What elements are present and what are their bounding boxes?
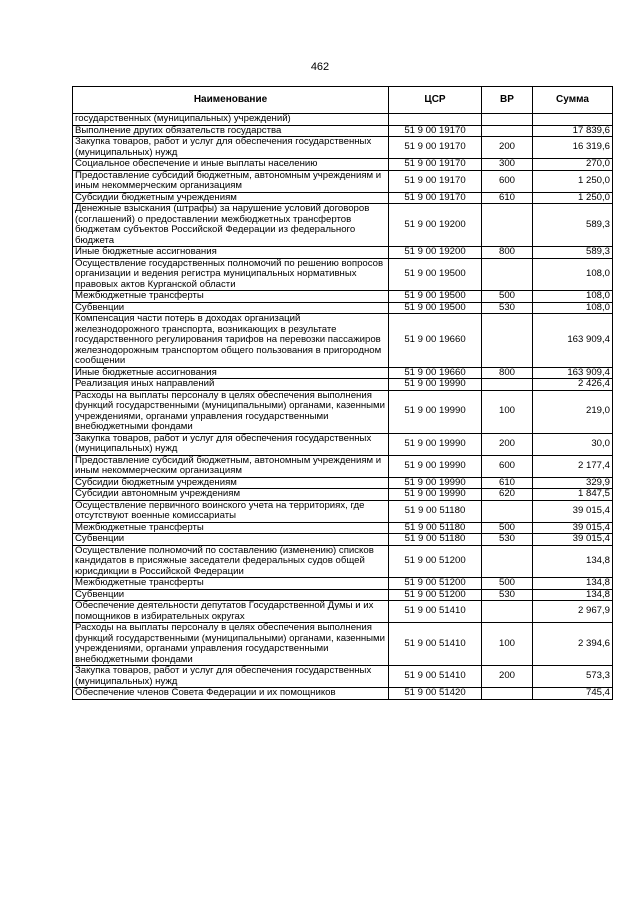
cell-name: Осуществление полномочий по составлению (изменению) списков кандидатов в присяжные заседатели федеральных судов общей юрисдикции в Российской Федерации — [73, 545, 389, 578]
cell-vr: 100 — [482, 390, 533, 433]
column-header-name: Наименование — [73, 87, 389, 114]
cell-sum: 39 015,4 — [533, 522, 613, 534]
cell-name: Денежные взыскания (штрафы) за нарушение условий договоров (соглашений) о предоставлении межбюджетных трансфертов бюджетам субъектов Российской Федерации из федерального бюджета — [73, 204, 389, 247]
cell-csr: 51 9 00 51410 — [389, 623, 482, 666]
table-row — [73, 291, 613, 303]
cell-name: Субвенции — [73, 302, 389, 314]
cell-name: Обеспечение деятельности депутатов Государственной Думы и их помощников в избирательных округах — [73, 601, 389, 623]
cell-vr: 800 — [482, 367, 533, 379]
column-header-csr: ЦСР — [389, 87, 482, 114]
cell-vr: 300 — [482, 159, 533, 171]
cell-sum: 1 250,0 — [533, 192, 613, 204]
cell-vr: 200 — [482, 666, 533, 688]
cell-csr: 51 9 00 19990 — [389, 477, 482, 489]
cell-csr: 51 9 00 51410 — [389, 666, 482, 688]
table-row — [73, 666, 613, 688]
cell-csr: 51 9 00 19170 — [389, 125, 482, 137]
cell-name: Обеспечение членов Совета Федерации и их помощников — [73, 688, 389, 700]
cell-name: Субсидии автономным учреждениям — [73, 489, 389, 501]
cell-vr: 200 — [482, 433, 533, 455]
table-row — [73, 247, 613, 259]
cell-vr: 500 — [482, 291, 533, 303]
page-number: 462 — [310, 61, 330, 73]
cell-name: Субвенции — [73, 589, 389, 601]
cell-csr: 51 9 00 19990 — [389, 489, 482, 501]
cell-sum: 1 847,5 — [533, 489, 613, 501]
cell-csr: 51 9 00 19170 — [389, 137, 482, 159]
table-row — [73, 204, 613, 247]
cell-name: Осуществление первичного воинского учета на территориях, где отсутствуют военные комиссариаты — [73, 500, 389, 522]
cell-csr: 51 9 00 19990 — [389, 379, 482, 391]
cell-sum: 30,0 — [533, 433, 613, 455]
cell-csr: 51 9 00 19990 — [389, 390, 482, 433]
table-row — [73, 159, 613, 171]
table-row — [73, 589, 613, 601]
cell-csr: 51 9 00 19200 — [389, 204, 482, 247]
table-row — [73, 433, 613, 455]
cell-name: Закупка товаров, работ и услуг для обеспечения государственных (муниципальных) нужд — [73, 433, 389, 455]
cell-csr: 51 9 00 19660 — [389, 314, 482, 368]
table-row — [73, 367, 613, 379]
cell-vr: 620 — [482, 489, 533, 501]
cell-name: Компенсация части потерь в доходах организаций железнодорожного транспорта, возникающих в результате государственного регулирования тарифов на перевозки пассажиров железнодорожным транспортом общего пользования в пригородном сообщении — [73, 314, 389, 368]
cell-csr: 51 9 00 19990 — [389, 433, 482, 455]
cell-csr: 51 9 00 19200 — [389, 247, 482, 259]
table-row — [73, 379, 613, 391]
cell-name: Межбюджетные трансферты — [73, 578, 389, 590]
table-row — [73, 125, 613, 137]
cell-csr: 51 9 00 19170 — [389, 170, 482, 192]
table-row — [73, 500, 613, 522]
cell-vr: 500 — [482, 578, 533, 590]
cell-vr — [482, 258, 533, 291]
cell-sum: 16 319,6 — [533, 137, 613, 159]
cell-vr: 610 — [482, 192, 533, 204]
cell-vr: 500 — [482, 522, 533, 534]
cell-sum: 134,8 — [533, 589, 613, 601]
cell-name: Закупка товаров, работ и услуг для обеспечения государственных (муниципальных) нужд — [73, 666, 389, 688]
cell-vr: 600 — [482, 455, 533, 477]
cell-csr: 51 9 00 19990 — [389, 455, 482, 477]
column-header-sum: Сумма — [533, 87, 613, 114]
cell-csr: 51 9 00 19170 — [389, 159, 482, 171]
cell-sum: 2 394,6 — [533, 623, 613, 666]
cell-vr — [482, 688, 533, 700]
cell-vr: 530 — [482, 589, 533, 601]
cell-sum: 1 250,0 — [533, 170, 613, 192]
cell-sum: 108,0 — [533, 291, 613, 303]
cell-name: Расходы на выплаты персоналу в целях обеспечения выполнения функций государственными (муниципальными) органами, казенными учреждениями, органами управления государственными внебюджетными фондами — [73, 623, 389, 666]
cell-vr: 100 — [482, 623, 533, 666]
cell-sum: 2 177,4 — [533, 455, 613, 477]
table-row — [73, 390, 613, 433]
cell-sum: 219,0 — [533, 390, 613, 433]
cell-sum: 108,0 — [533, 258, 613, 291]
cell-sum — [533, 114, 613, 126]
cell-sum: 134,8 — [533, 545, 613, 578]
cell-sum: 163 909,4 — [533, 367, 613, 379]
cell-name: Осуществление государственных полномочий по решению вопросов организации и ведения регистра муниципальных нормативных правовых актов Курганской области — [73, 258, 389, 291]
cell-vr: 530 — [482, 534, 533, 546]
cell-vr: 600 — [482, 170, 533, 192]
cell-name: Расходы на выплаты персоналу в целях обеспечения выполнения функций государственными (муниципальными) органами, казенными учреждениями, органами управления государственными внебюджетными фондами — [73, 390, 389, 433]
cell-csr: 51 9 00 19660 — [389, 367, 482, 379]
cell-sum: 589,3 — [533, 247, 613, 259]
cell-vr — [482, 379, 533, 391]
cell-csr: 51 9 00 51200 — [389, 578, 482, 590]
cell-vr: 200 — [482, 137, 533, 159]
table-row — [73, 623, 613, 666]
cell-sum: 329,9 — [533, 477, 613, 489]
cell-sum: 163 909,4 — [533, 314, 613, 368]
cell-csr: 51 9 00 51200 — [389, 545, 482, 578]
cell-csr: 51 9 00 51180 — [389, 500, 482, 522]
cell-name: Субсидии бюджетным учреждениям — [73, 477, 389, 489]
cell-vr — [482, 314, 533, 368]
table-row — [73, 545, 613, 578]
table-row — [73, 314, 613, 368]
cell-vr — [482, 545, 533, 578]
cell-vr — [482, 500, 533, 522]
cell-csr: 51 9 00 51420 — [389, 688, 482, 700]
table-row — [73, 455, 613, 477]
cell-vr — [482, 204, 533, 247]
column-header-vr: ВР — [482, 87, 533, 114]
cell-name: Предоставление субсидий бюджетным, автономным учреждениям и иным некоммерческим организациям — [73, 170, 389, 192]
table-row — [73, 192, 613, 204]
table-row — [73, 137, 613, 159]
cell-vr: 610 — [482, 477, 533, 489]
cell-name: Предоставление субсидий бюджетным, автономным учреждениям и иным некоммерческим организациям — [73, 455, 389, 477]
cell-csr — [389, 114, 482, 126]
budget-table — [72, 86, 613, 700]
cell-name: Реализация иных направлений — [73, 379, 389, 391]
table-row — [73, 534, 613, 546]
table-row — [73, 258, 613, 291]
cell-sum: 39 015,4 — [533, 500, 613, 522]
cell-sum: 134,8 — [533, 578, 613, 590]
cell-sum: 108,0 — [533, 302, 613, 314]
cell-vr — [482, 601, 533, 623]
cell-csr: 51 9 00 51180 — [389, 522, 482, 534]
cell-name: Субсидии бюджетным учреждениям — [73, 192, 389, 204]
cell-csr: 51 9 00 51180 — [389, 534, 482, 546]
table-row — [73, 170, 613, 192]
table-row — [73, 522, 613, 534]
cell-vr — [482, 114, 533, 126]
cell-csr: 51 9 00 19170 — [389, 192, 482, 204]
cell-name: Субвенции — [73, 534, 389, 546]
cell-sum: 17 839,6 — [533, 125, 613, 137]
cell-vr: 530 — [482, 302, 533, 314]
cell-csr: 51 9 00 51200 — [389, 589, 482, 601]
cell-name: государственных (муниципальных) учреждений) — [73, 114, 389, 126]
cell-vr: 800 — [482, 247, 533, 259]
cell-sum: 270,0 — [533, 159, 613, 171]
table-body — [73, 114, 613, 700]
cell-name: Межбюджетные трансферты — [73, 291, 389, 303]
table-row — [73, 114, 613, 126]
cell-sum: 573,3 — [533, 666, 613, 688]
table-row — [73, 688, 613, 700]
table-row — [73, 578, 613, 590]
cell-name: Закупка товаров, работ и услуг для обеспечения государственных (муниципальных) нужд — [73, 137, 389, 159]
cell-vr — [482, 125, 533, 137]
cell-sum: 2 967,9 — [533, 601, 613, 623]
table-row — [73, 489, 613, 501]
cell-name: Выполнение других обязательств государства — [73, 125, 389, 137]
table-row — [73, 302, 613, 314]
cell-name: Социальное обеспечение и иные выплаты населению — [73, 159, 389, 171]
table-header-row — [73, 87, 613, 114]
cell-csr: 51 9 00 19500 — [389, 258, 482, 291]
cell-csr: 51 9 00 19500 — [389, 291, 482, 303]
cell-csr: 51 9 00 19500 — [389, 302, 482, 314]
table-row — [73, 601, 613, 623]
cell-sum: 589,3 — [533, 204, 613, 247]
table-row — [73, 477, 613, 489]
cell-name: Межбюджетные трансферты — [73, 522, 389, 534]
cell-sum: 745,4 — [533, 688, 613, 700]
cell-sum: 39 015,4 — [533, 534, 613, 546]
cell-name: Иные бюджетные ассигнования — [73, 247, 389, 259]
cell-sum: 2 426,4 — [533, 379, 613, 391]
cell-name: Иные бюджетные ассигнования — [73, 367, 389, 379]
cell-csr: 51 9 00 51410 — [389, 601, 482, 623]
